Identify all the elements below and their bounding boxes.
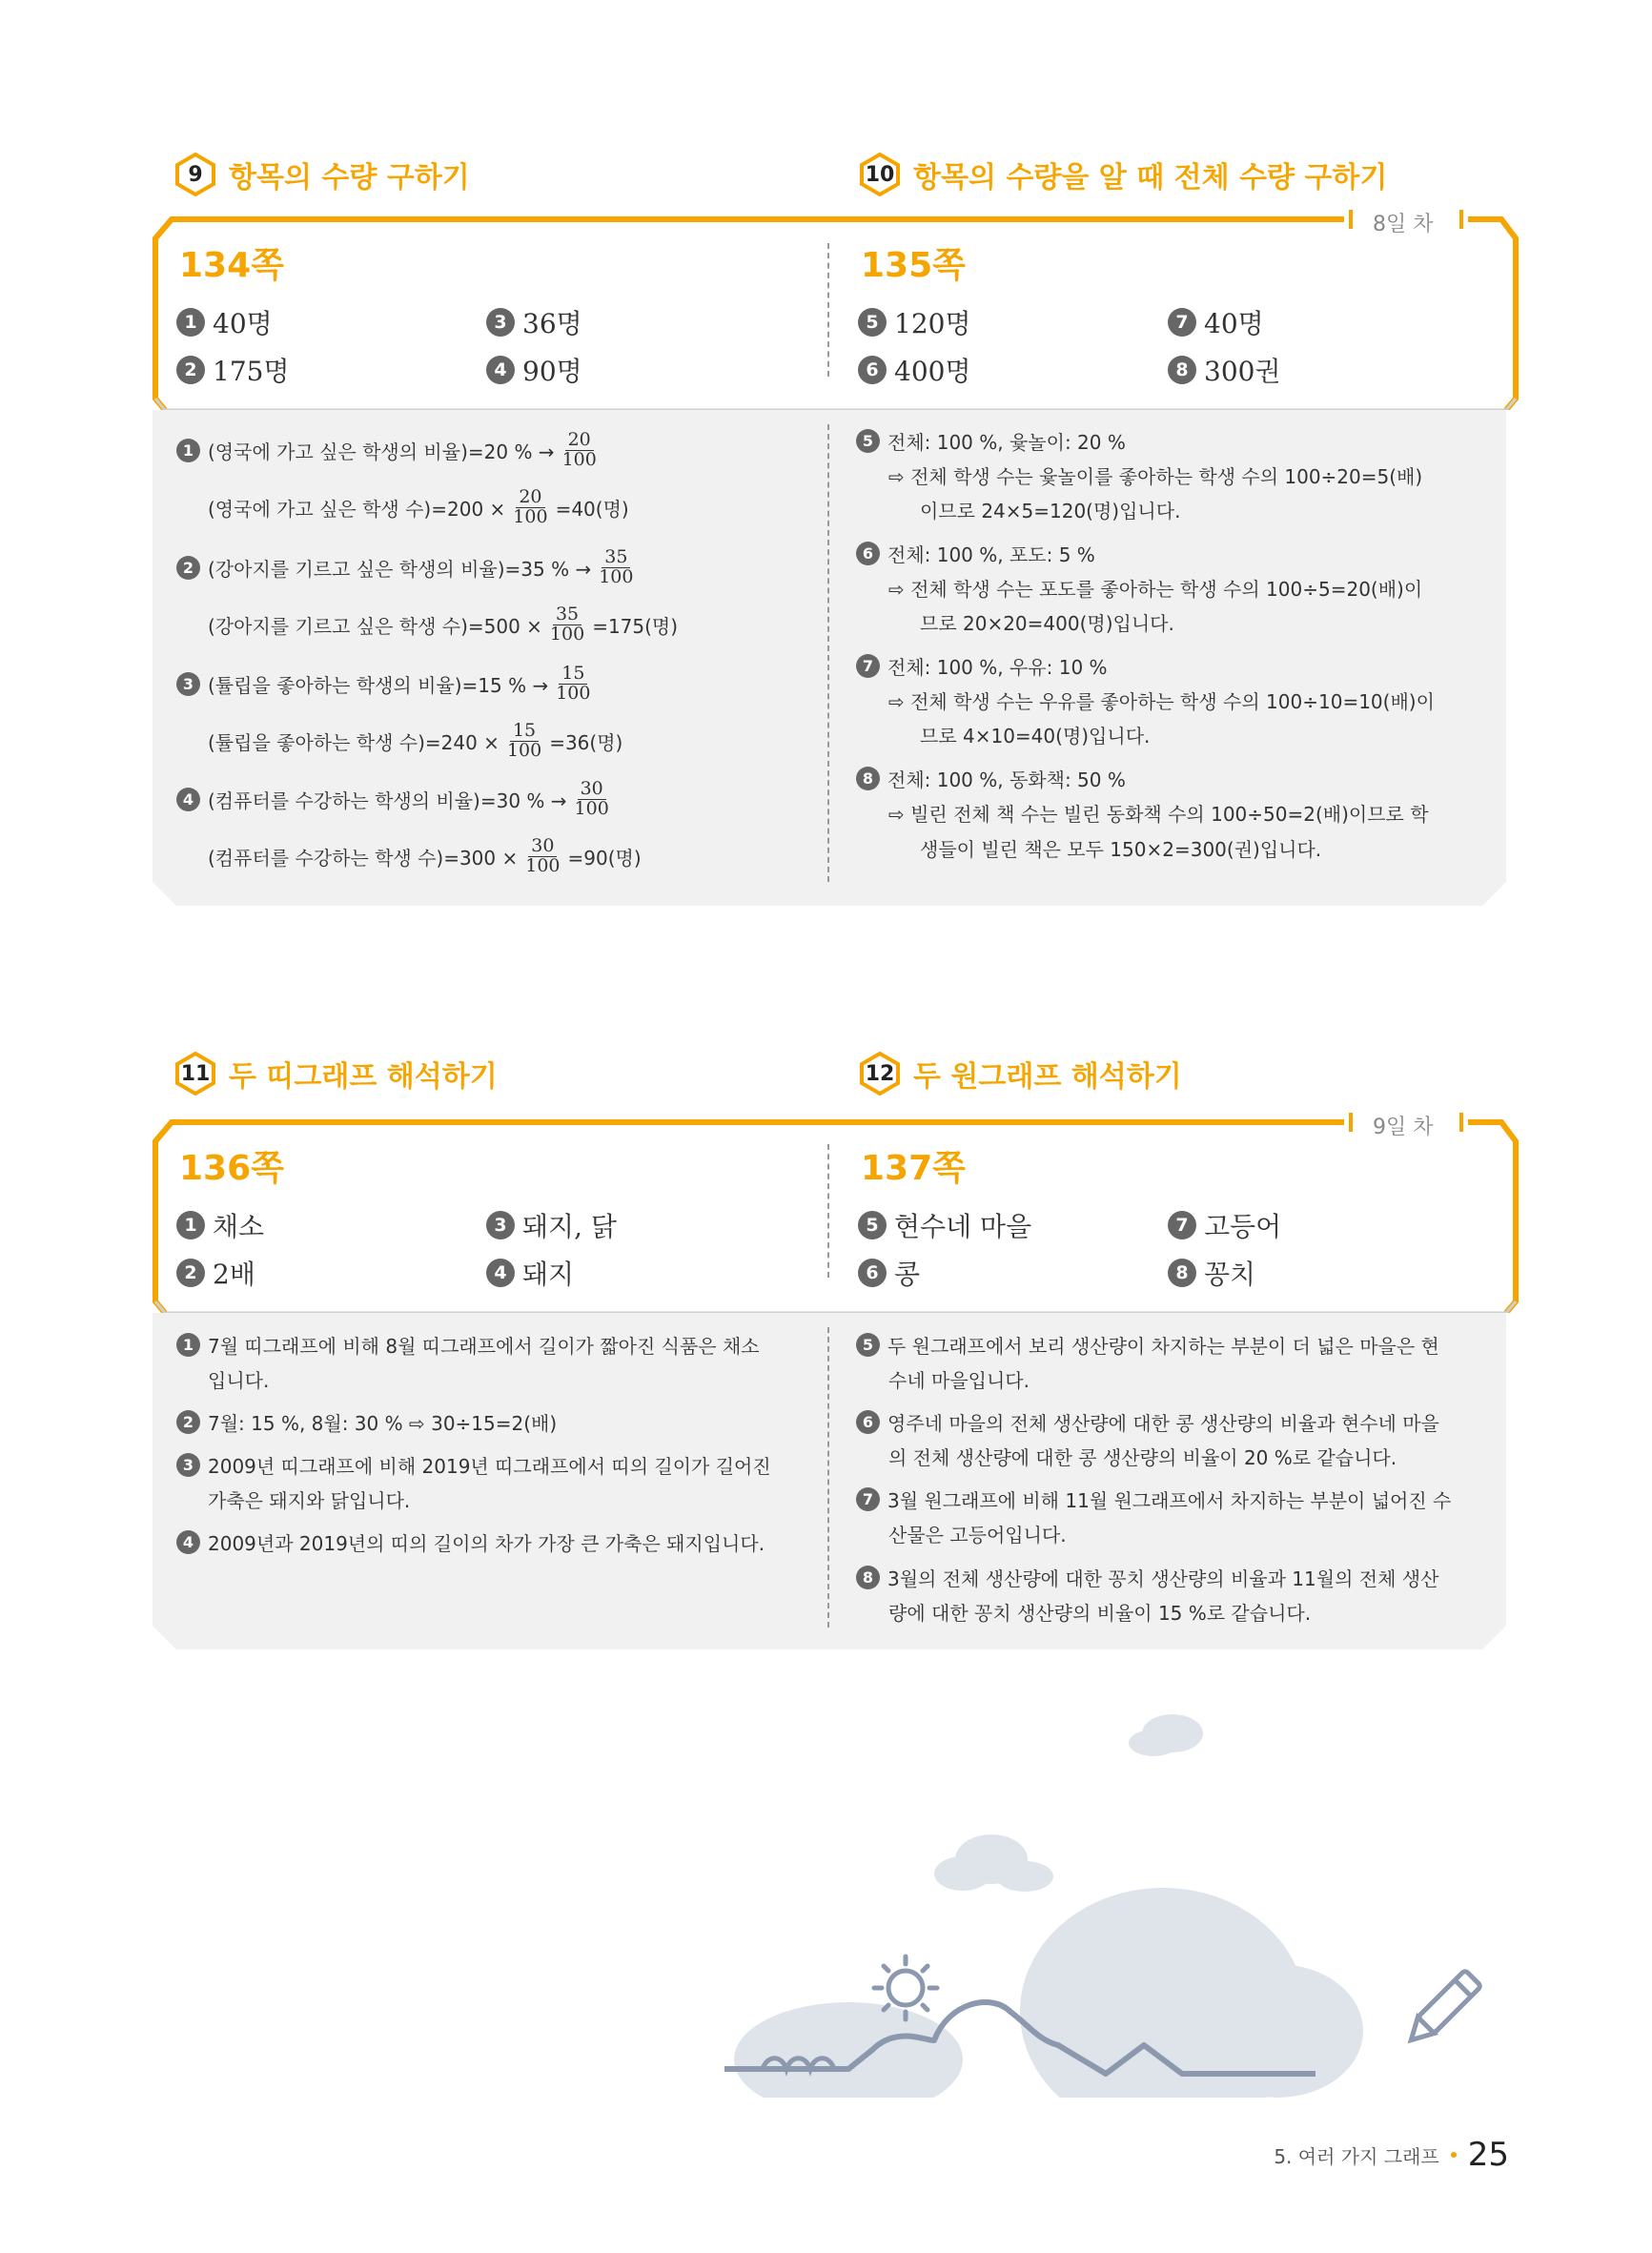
answer-item: 5 현수네 마을: [858, 1206, 1031, 1244]
section-11-title: 11 두 띠그래프 해석하기: [173, 1052, 498, 1096]
explanation-line: 3 2009년 띠그래프에 비해 2019년 띠그래프에서 띠의 길이가 길어진: [176, 1451, 771, 1479]
page-label-137: 137쪽: [861, 1149, 966, 1188]
explanation-line: (컴퓨터를 수강하는 학생 수)=300 × $\frac{30}{100}$ =90(명): [208, 835, 642, 876]
hexagon-number-badge: 10: [858, 153, 902, 196]
explanation-line: 가축은 돼지와 닭입니다.: [208, 1489, 411, 1512]
answer-frame-bottom: [148, 1113, 1520, 1313]
explanation-line: 2 7월: 15 %, 8월: 30 % ⇨ 30÷15=2(배): [176, 1408, 557, 1436]
explanation-line: 6 영주네 마을의 전체 생산량에 대한 콩 생산량의 비율과 현수네 마을: [856, 1408, 1439, 1436]
answer-item: 2 175명: [176, 351, 290, 389]
day-label: 9일 차: [1373, 1116, 1434, 1139]
hexagon-number-badge: 11: [173, 1052, 217, 1096]
explanation-line: 산물은 고등어입니다.: [888, 1524, 1067, 1546]
explanation-line: 8 3월의 전체 생산량에 대한 꽁치 생산량의 비율과 11월의 전체 생산: [856, 1564, 1438, 1591]
answer-item: 7 40명: [1168, 303, 1264, 341]
hexagon-number-badge: 12: [858, 1052, 902, 1096]
explanation-line: 1 (영국에 가고 싶은 학생의 비율)=20 % → $\frac{20}{100}$: [176, 431, 597, 470]
section-9-title: 9 항목의 수량 구하기: [173, 153, 470, 196]
explanation-line: 량에 대한 꽁치 생산량의 비율이 15 %로 같습니다.: [888, 1602, 1312, 1625]
explanation-line: 4 (컴퓨터를 수강하는 학생의 비율)=30 % → $\frac{30}{100}$: [176, 780, 609, 819]
explanation-line: 5 두 원그래프에서 보리 생산량이 차지하는 부분이 더 넓은 마을은 현: [856, 1331, 1439, 1359]
pencil-icon: [1403, 1970, 1481, 2048]
explanation-line: 7 3월 원그래프에 비해 11월 원그래프에서 차지하는 부분이 넓어진 수: [856, 1485, 1451, 1513]
explanation-line: 수네 마을입니다.: [888, 1369, 1030, 1392]
explanation-line: 5 전체: 100 %, 윷놀이: 20 %: [856, 427, 1126, 455]
answer-item: 6 400명: [858, 351, 971, 389]
day-label: 8일 차: [1373, 213, 1434, 236]
explanation-line: 므로 20×20=400(명)입니다.: [920, 612, 1174, 635]
explanation-line: 의 전체 생산량에 대한 콩 생산량의 비율이 20 %로 같습니다.: [888, 1446, 1397, 1469]
answer-item: 3 돼지, 닭: [486, 1206, 617, 1244]
answer-item: 5 120명: [858, 303, 971, 341]
divider: [827, 1144, 829, 1278]
explanation-line: (영국에 가고 싶은 학생 수)=200 × $\frac{20}{100}$ =40(명): [208, 486, 629, 527]
page-footer: [1274, 2136, 1509, 2174]
explanation-line: 이므로 24×5=120(명)입니다.: [920, 500, 1181, 522]
explanation-line: 2 (강아지를 기르고 싶은 학생의 비율)=35 % → $\frac{35}{100}$: [176, 548, 633, 587]
page-label-134: 134쪽: [179, 246, 284, 285]
answer-item: 1 채소: [176, 1206, 264, 1244]
section-10-title: 10 항목의 수량을 알 때 전체 수량 구하기: [858, 153, 1387, 196]
explanation-line: 8 전체: 100 %, 동화책: 50 %: [856, 765, 1126, 792]
explanation-line: 생들이 빌린 책은 모두 150×2=300(권)입니다.: [920, 838, 1322, 861]
section-12-title: 12 두 원그래프 해석하기: [858, 1052, 1182, 1096]
explanation-line: 6 전체: 100 %, 포도: 5 %: [856, 540, 1095, 567]
chapter-title: 5. 여러 가지 그래프: [1274, 2144, 1439, 2168]
explanation-line: 입니다.: [208, 1369, 270, 1392]
page-label-135: 135쪽: [861, 246, 966, 285]
explanation-line: (강아지를 기르고 싶은 학생 수)=500 × $\frac{35}{100}$ =175(명): [208, 604, 679, 645]
answer-item: 2 2배: [176, 1254, 255, 1292]
divider: [827, 243, 829, 377]
answer-item: 3 36명: [486, 303, 582, 341]
page-label-136: 136쪽: [179, 1149, 284, 1188]
explanation-line: ⇨ 전체 학생 수는 우유를 좋아하는 학생 수의 100÷10=10(배)이: [888, 690, 1435, 713]
page-number: 25: [1467, 2136, 1509, 2174]
footer-dot: [1451, 2152, 1457, 2158]
hexagon-number-badge: 9: [173, 153, 217, 196]
explanation-line: ⇨ 전체 학생 수는 포도를 좋아하는 학생 수의 100÷5=20(배)이: [888, 578, 1423, 601]
explanation-line: 7 전체: 100 %, 우유: 10 %: [856, 652, 1108, 680]
answer-item: 7 고등어: [1168, 1206, 1281, 1244]
answer-item: 6 콩: [858, 1254, 920, 1292]
divider: [827, 424, 829, 882]
explanation-line: 므로 4×10=40(명)입니다.: [920, 725, 1151, 748]
explanation-line: 4 2009년과 2019년의 띠의 길이의 차가 가장 큰 가축은 돼지입니다.: [176, 1528, 765, 1556]
explanation-line: 3 (튤립을 좋아하는 학생의 비율)=15 % → $\frac{15}{100}$: [176, 665, 590, 704]
explanation-line: ⇨ 전체 학생 수는 윷놀이를 좋아하는 학생 수의 100÷20=5(배): [888, 465, 1423, 488]
answer-item: 8 300권: [1168, 351, 1281, 389]
explanation-line: (튤립을 좋아하는 학생 수)=240 × $\frac{15}{100}$ =36(명): [208, 720, 623, 761]
answer-item: 8 꽁치: [1168, 1254, 1255, 1292]
answer-item: 4 돼지: [486, 1254, 574, 1292]
explanation-line: ⇨ 빌린 전체 책 수는 빌린 동화책 수의 100÷50=2(배)이므로 학: [888, 803, 1429, 826]
answer-frame-top: [148, 210, 1520, 410]
landscape-illustration: [705, 1697, 1525, 2098]
divider: [827, 1327, 829, 1628]
explanation-line: 1 7월 띠그래프에 비해 8월 띠그래프에서 길이가 짧아진 식품은 채소: [176, 1331, 760, 1359]
answer-item: 1 40명: [176, 303, 273, 341]
answer-item: 4 90명: [486, 351, 582, 389]
